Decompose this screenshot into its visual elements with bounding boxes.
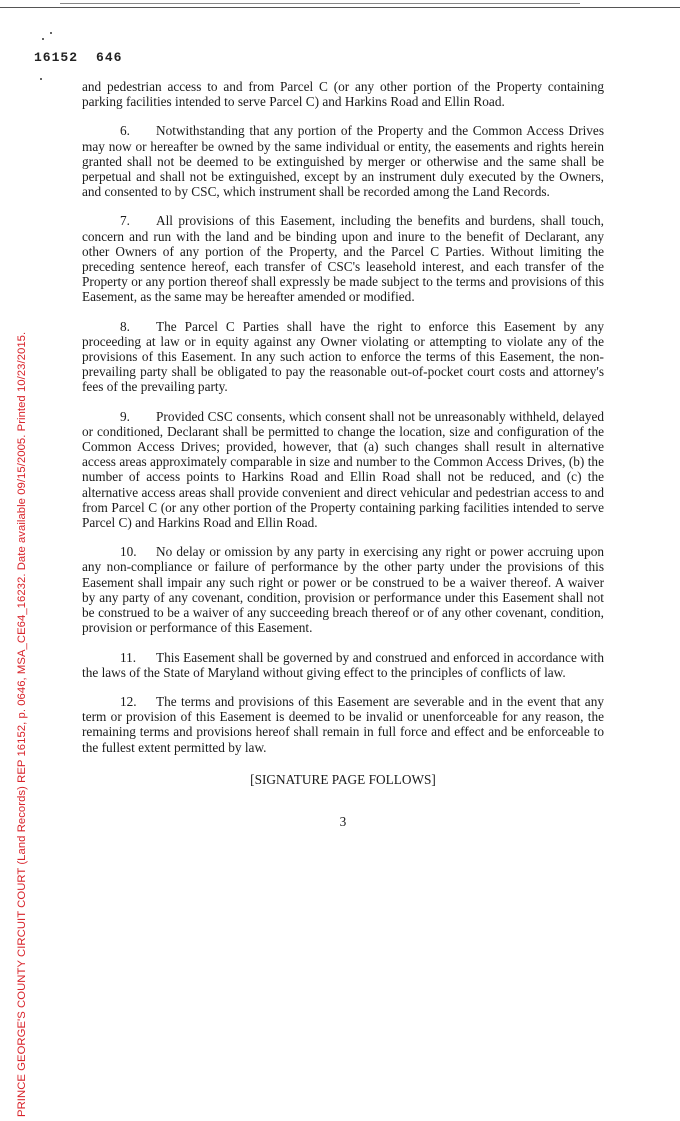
paragraph-text: This Easement shall be governed by and construed and enforced in accordance with the laws of the State of Maryland without giving effect to the principles of conflicts of law. bbox=[82, 649, 604, 680]
paragraph-12 bbox=[82, 694, 604, 755]
paragraph-continuation bbox=[82, 79, 604, 109]
recording-stamp: PRINCE GEORGE'S COUNTY CIRCUIT COURT (Land Records) REP 16152, p. 0646, MSA_CE64_16232. Date available 09/15/2005. Printed 10/23/2015. bbox=[16, 331, 28, 1117]
scan-speck bbox=[40, 78, 42, 80]
book-number: 16152 bbox=[34, 50, 79, 65]
paragraph-text: No delay or omission by any party in exercising any right or power accruing upon any non-compliance or failure of performance by the other party under the provisions of this Easement shall impair any such right or power or be construed to be a waiver thereof. A waiver by any party of any covenant, condition, provision or performance under this Easement shall not be construed to be a waiver of any succeeding breach thereof or of any other covenant, condition, provision or performance of this Easement. bbox=[82, 544, 604, 636]
paragraph-text: The Parcel C Parties shall have the right to enforce this Easement by any proceeding at law or in equity against any Owner violating or attempting to violate any of the provisions of this Easement. In any such action to enforce the terms of this Easement, the non-prevailing party shall be obligated to pay the reasonable out-of-pocket court costs and attorney's fees of the prevailing party. bbox=[82, 318, 604, 395]
paragraph-number: 7. bbox=[120, 213, 130, 229]
paragraph-number: 6. bbox=[120, 123, 130, 139]
paragraph-9 bbox=[82, 409, 604, 531]
paragraph-text: The terms and provisions of this Easement are severable and in the event that any term or provision of this Easement is deemed to be invalid or unenforceable for any reason, the remaining terms and provisions hereof shall remain in full force and effect and be enforceable to the fullest extent permitted by law. bbox=[82, 693, 604, 755]
paragraph-number: 11. bbox=[120, 649, 137, 665]
paragraph-text: Provided CSC consents, which consent shall not be unreasonably withheld, delayed or conditioned, Declarant shall be permitted to change the location, size and configuration of the Common Access Drives; provided, however, that (a) such changes shall result in alternative access areas approximately comparable in size and number to the Common Access Drives, (b) the number of access points to Harkins Road and Ellin Road shall not be reduced, and (c) the alternative access areas shall provide convenient and direct vehicular and pedestrian access to and from Parcel C (or any other portion of the Property containing parking facilities intended to serve Parcel C) and Harkins Road and Ellin Road. bbox=[82, 408, 604, 531]
scan-speck bbox=[50, 32, 52, 34]
paragraph-11 bbox=[82, 650, 604, 680]
book-page: 646 bbox=[96, 50, 123, 65]
signature-page-note: [SIGNATURE PAGE FOLLOWS] bbox=[250, 772, 436, 787]
paragraph-text: and pedestrian access to and from Parcel C (or any other portion of the Property containing parking facilities intended to serve Parcel C) and Harkins Road and Ellin Road. bbox=[82, 79, 604, 110]
document-body bbox=[82, 79, 604, 769]
paragraph-6 bbox=[82, 123, 604, 199]
paragraph-text: All provisions of this Easement, including the benefits and burdens, shall touch, concern and run with the land and be binding upon and inure to the benefit of Declarant, any other Owners of any portion of the Property, and the Parcel C Parties. Without limiting the preceding sentence hereof, each transfer of CSC's leasehold interest, and each transfer of the Property or any portion thereof shall expressly be made subject to the terms and provisions of this Easement, as the same may be hereafter amended or modified. bbox=[82, 213, 604, 305]
paragraph-7 bbox=[82, 213, 604, 304]
paragraph-number: 12. bbox=[120, 693, 137, 709]
scan-speck bbox=[42, 38, 44, 40]
paragraph-number: 10. bbox=[120, 544, 137, 560]
book-page-number bbox=[34, 50, 122, 65]
paragraph-8 bbox=[82, 319, 604, 395]
paragraph-10 bbox=[82, 544, 604, 635]
top-rule bbox=[0, 7, 680, 8]
page-number: 3 bbox=[339, 814, 347, 829]
paragraph-text: Notwithstanding that any portion of the Property and the Common Access Drives may now or hereafter be owned by the same individual or entity, the easements and rights herein granted shall not be deemed to be extinguished by merger or otherwise and the same shall be perpetual and shall not be extinguished, except by an instrument duly executed by the Owners, and consented to by CSC, which instrument shall be recorded among the Land Records. bbox=[82, 123, 604, 200]
paragraph-number: 8. bbox=[120, 318, 130, 334]
paragraph-number: 9. bbox=[120, 408, 130, 424]
top-rule-faint bbox=[60, 3, 580, 4]
